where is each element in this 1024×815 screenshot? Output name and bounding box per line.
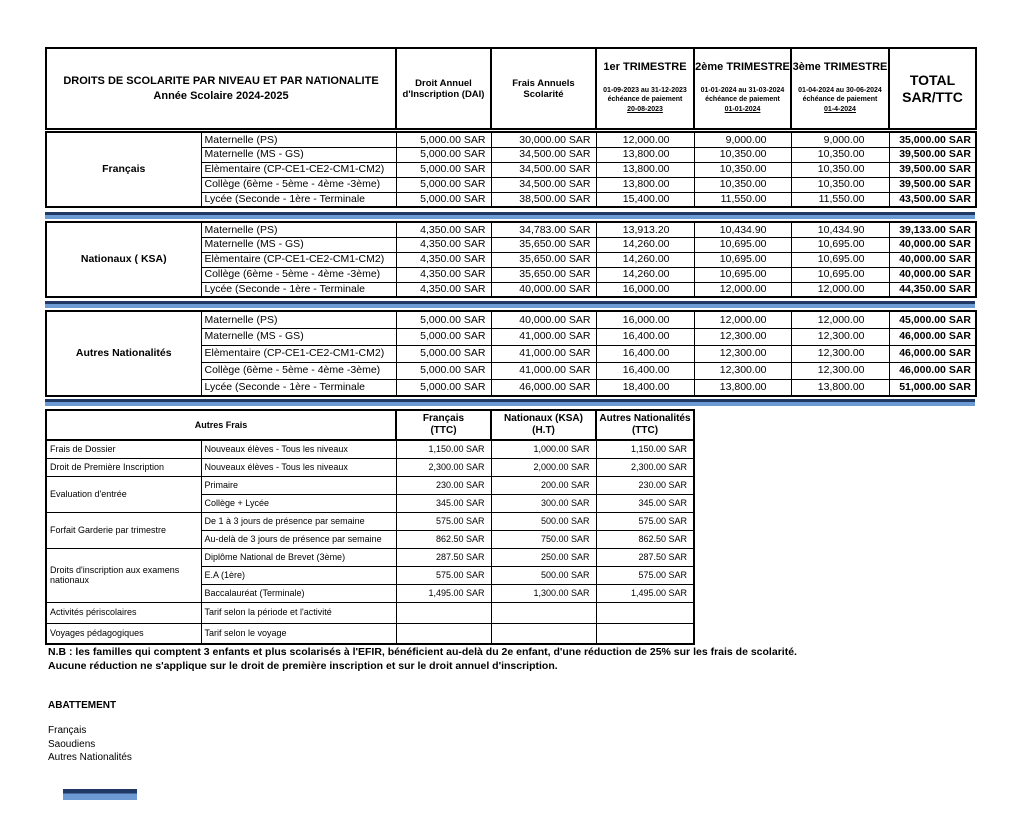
t3-cell: 12,300.00 bbox=[791, 345, 889, 362]
annual-cell: 46,000.00 SAR bbox=[491, 379, 596, 396]
total-cell: 44,350.00 SAR bbox=[889, 282, 976, 297]
fees-col-header-nationaux bbox=[491, 410, 596, 440]
level-cell: Elèmentaire (CP-CE1-CE2-CM1-CM2) bbox=[201, 162, 396, 177]
abattement-item: Autres Nationalités bbox=[48, 752, 132, 763]
annual-cell: 30,000.00 SAR bbox=[491, 132, 596, 147]
t2-cell: 12,000.00 bbox=[694, 311, 791, 328]
col-header-trimester-1 bbox=[596, 48, 694, 129]
page-subtitle: Année Scolaire 2024-2025 bbox=[153, 90, 289, 102]
other-fees-table bbox=[45, 409, 695, 645]
t2-cell: 10,350.00 bbox=[694, 162, 791, 177]
t1-cell: 16,000.00 bbox=[596, 311, 694, 328]
total-cell: 43,500.00 SAR bbox=[889, 192, 976, 207]
t2-cell: 12,300.00 bbox=[694, 362, 791, 379]
trimester-echeance-label: échéance de paiement bbox=[705, 96, 780, 103]
t1-cell: 14,260.00 bbox=[596, 237, 694, 252]
table-row bbox=[46, 440, 694, 458]
fees-col-sublabel: (TTC) bbox=[631, 425, 659, 436]
dai-cell: 5,000.00 SAR bbox=[396, 345, 491, 362]
fee-autres-cell: 230.00 SAR bbox=[596, 476, 694, 494]
fee-autres-cell: 1,495.00 SAR bbox=[596, 584, 694, 602]
fee-label-cell: Frais de Dossier bbox=[46, 440, 201, 458]
annual-cell: 34,500.00 SAR bbox=[491, 147, 596, 162]
annual-cell: 35,650.00 SAR bbox=[491, 237, 596, 252]
t1-cell: 13,800.00 bbox=[596, 147, 694, 162]
nb-note-line2: Aucune réduction ne s'applique sur le droit de première inscription et sur le droit annuel d'inscription. bbox=[48, 660, 558, 672]
t1-cell: 18,400.00 bbox=[596, 379, 694, 396]
annual-cell: 34,783.00 SAR bbox=[491, 222, 596, 237]
total-label-line1: TOTAL bbox=[909, 71, 956, 88]
trimester-echeance-label: échéance de paiement bbox=[607, 96, 683, 103]
tuition-group-autres-nationalites bbox=[45, 310, 977, 397]
level-cell: Lycée (Seconde - 1ère - Terminale bbox=[201, 192, 396, 207]
total-cell: 40,000.00 SAR bbox=[889, 237, 976, 252]
total-cell: 46,000.00 SAR bbox=[889, 362, 976, 379]
t3-cell: 10,434.90 bbox=[791, 222, 889, 237]
total-label-line2: SAR/TTC bbox=[902, 88, 963, 105]
t1-cell: 16,400.00 bbox=[596, 345, 694, 362]
fee-autres-cell: 575.00 SAR bbox=[596, 512, 694, 530]
fee-desc-cell: Baccalauréat (Terminale) bbox=[201, 584, 396, 602]
dai-cell: 5,000.00 SAR bbox=[396, 328, 491, 345]
fee-label-cell: Evaluation d'entrée bbox=[46, 476, 201, 512]
t2-cell: 13,800.00 bbox=[694, 379, 791, 396]
t3-cell: 10,695.00 bbox=[791, 267, 889, 282]
nb-note bbox=[48, 645, 978, 673]
t2-cell: 9,000.00 bbox=[694, 132, 791, 147]
group-name-cell: Autres Nationalités bbox=[46, 311, 201, 396]
t3-cell: 12,000.00 bbox=[791, 311, 889, 328]
group-separator-bar bbox=[45, 212, 975, 219]
fee-ksa-cell: 750.00 SAR bbox=[491, 530, 596, 548]
tuition-group-nationaux-ksa bbox=[45, 221, 977, 298]
fee-ksa-cell: 200.00 SAR bbox=[491, 476, 596, 494]
total-cell: 39,500.00 SAR bbox=[889, 177, 976, 192]
fee-autres-cell: 2,300.00 SAR bbox=[596, 458, 694, 476]
level-cell: Maternelle (MS - GS) bbox=[201, 328, 396, 345]
dai-cell: 5,000.00 SAR bbox=[396, 147, 491, 162]
fee-autres-cell: 862.50 SAR bbox=[596, 530, 694, 548]
total-cell: 40,000.00 SAR bbox=[889, 267, 976, 282]
dai-cell: 5,000.00 SAR bbox=[396, 192, 491, 207]
table-row bbox=[46, 311, 976, 328]
fees-col-header-francais bbox=[396, 410, 491, 440]
fee-fr-cell: 862.50 SAR bbox=[396, 530, 491, 548]
level-cell: Maternelle (PS) bbox=[201, 222, 396, 237]
trimester-due-date: 20-08-2023 bbox=[627, 106, 663, 113]
table-row bbox=[46, 602, 694, 623]
t1-cell: 14,260.00 bbox=[596, 252, 694, 267]
fee-ksa-cell: 500.00 SAR bbox=[491, 566, 596, 584]
dai-cell: 4,350.00 SAR bbox=[396, 282, 491, 297]
fee-fr-cell bbox=[396, 602, 491, 623]
total-cell: 35,000.00 SAR bbox=[889, 132, 976, 147]
t2-cell: 10,434.90 bbox=[694, 222, 791, 237]
total-cell: 39,500.00 SAR bbox=[889, 162, 976, 177]
fees-title-cell: Autres Frais bbox=[46, 410, 396, 440]
abattement-item: Français bbox=[48, 725, 87, 736]
fees-col-label: Nationaux (KSA) bbox=[504, 413, 583, 424]
t2-cell: 10,350.00 bbox=[694, 177, 791, 192]
fee-ksa-cell: 1,000.00 SAR bbox=[491, 440, 596, 458]
t2-cell: 12,300.00 bbox=[694, 345, 791, 362]
abattement-title: ABATTEMENT bbox=[48, 700, 117, 711]
t3-cell: 10,350.00 bbox=[791, 147, 889, 162]
level-cell: Maternelle (MS - GS) bbox=[201, 237, 396, 252]
annual-cell: 40,000.00 SAR bbox=[491, 311, 596, 328]
fee-desc-cell: Collège + Lycée bbox=[201, 494, 396, 512]
t3-cell: 13,800.00 bbox=[791, 379, 889, 396]
fee-fr-cell: 575.00 SAR bbox=[396, 512, 491, 530]
abattement-item: Saoudiens bbox=[48, 738, 96, 750]
trimester-echeance-label: échéance de paiement bbox=[802, 96, 878, 103]
fee-desc-cell: Primaire bbox=[201, 476, 396, 494]
t3-cell: 10,695.00 bbox=[791, 237, 889, 252]
col-header-total bbox=[889, 48, 976, 129]
fee-fr-cell: 1,495.00 SAR bbox=[396, 584, 491, 602]
group-name-cell: Nationaux ( KSA) bbox=[46, 222, 201, 297]
fee-autres-cell: 345.00 SAR bbox=[596, 494, 694, 512]
fee-desc-cell: De 1 à 3 jours de présence par semaine bbox=[201, 512, 396, 530]
t1-cell: 13,800.00 bbox=[596, 177, 694, 192]
trimester-title: 3ème TRIMESTRE bbox=[792, 61, 888, 73]
annual-cell: 34,500.00 SAR bbox=[491, 177, 596, 192]
col-header-annual: Frais Annuels Scolarité bbox=[491, 48, 596, 129]
fee-fr-cell bbox=[396, 623, 491, 644]
dai-cell: 4,350.00 SAR bbox=[396, 222, 491, 237]
fee-desc-cell: Nouveaux élèves - Tous les niveaux bbox=[201, 440, 396, 458]
col-header-trimester-2 bbox=[694, 48, 791, 129]
t1-cell: 16,000.00 bbox=[596, 282, 694, 297]
trimester-period: 01-01-2024 au 31-03-2024 bbox=[700, 87, 785, 94]
group-separator-bar bbox=[45, 399, 975, 406]
annual-cell: 38,500.00 SAR bbox=[491, 192, 596, 207]
level-cell: Elèmentaire (CP-CE1-CE2-CM1-CM2) bbox=[201, 252, 396, 267]
fee-ksa-cell: 1,300.00 SAR bbox=[491, 584, 596, 602]
trimester-period: 01-09-2023 au 31-12-2023 bbox=[603, 87, 687, 94]
annual-cell: 34,500.00 SAR bbox=[491, 162, 596, 177]
dai-cell: 5,000.00 SAR bbox=[396, 162, 491, 177]
table-row bbox=[46, 476, 694, 494]
fee-autres-cell: 575.00 SAR bbox=[596, 566, 694, 584]
fee-ksa-cell bbox=[491, 602, 596, 623]
fee-label-cell: Droits d'inscription aux examens nationaux bbox=[46, 548, 201, 602]
fees-col-sublabel: (H.T) bbox=[532, 425, 555, 436]
dai-cell: 5,000.00 SAR bbox=[396, 132, 491, 147]
fee-desc-cell: E.A (1ère) bbox=[201, 566, 396, 584]
table-row bbox=[46, 410, 694, 440]
annual-cell: 41,000.00 SAR bbox=[491, 328, 596, 345]
fee-fr-cell: 230.00 SAR bbox=[396, 476, 491, 494]
table-row bbox=[46, 548, 694, 566]
level-cell: Elèmentaire (CP-CE1-CE2-CM1-CM2) bbox=[201, 345, 396, 362]
annual-cell: 41,000.00 SAR bbox=[491, 362, 596, 379]
dai-cell: 5,000.00 SAR bbox=[396, 311, 491, 328]
fee-label-cell: Droit de Première Inscription bbox=[46, 458, 201, 476]
t3-cell: 10,695.00 bbox=[791, 252, 889, 267]
dai-cell: 5,000.00 SAR bbox=[396, 362, 491, 379]
total-cell: 40,000.00 SAR bbox=[889, 252, 976, 267]
t3-cell: 10,350.00 bbox=[791, 162, 889, 177]
fee-autres-cell: 1,150.00 SAR bbox=[596, 440, 694, 458]
group-name-cell: Français bbox=[46, 132, 201, 207]
fee-desc-cell: Diplôme National de Brevet (3ème) bbox=[201, 548, 396, 566]
dai-cell: 4,350.00 SAR bbox=[396, 267, 491, 282]
dai-cell: 4,350.00 SAR bbox=[396, 237, 491, 252]
fees-col-label: Français bbox=[422, 413, 465, 424]
dai-cell: 4,350.00 SAR bbox=[396, 252, 491, 267]
t2-cell: 10,695.00 bbox=[694, 252, 791, 267]
t2-cell: 12,300.00 bbox=[694, 328, 791, 345]
fee-label-cell: Voyages pédagogiques bbox=[46, 623, 201, 644]
t2-cell: 12,000.00 bbox=[694, 282, 791, 297]
t3-cell: 9,000.00 bbox=[791, 132, 889, 147]
t1-cell: 16,400.00 bbox=[596, 328, 694, 345]
trimester-due-date: 01-4-2024 bbox=[824, 106, 856, 113]
t1-cell: 13,913.20 bbox=[596, 222, 694, 237]
trimester-period: 01-04-2024 au 30-06-2024 bbox=[798, 87, 882, 94]
fee-fr-cell: 345.00 SAR bbox=[396, 494, 491, 512]
t2-cell: 10,695.00 bbox=[694, 267, 791, 282]
fee-fr-cell: 287.50 SAR bbox=[396, 548, 491, 566]
total-cell: 39,500.00 SAR bbox=[889, 147, 976, 162]
fee-autres-cell bbox=[596, 623, 694, 644]
fees-col-header-autres bbox=[596, 410, 694, 440]
level-cell: Maternelle (PS) bbox=[201, 132, 396, 147]
dai-cell: 5,000.00 SAR bbox=[396, 379, 491, 396]
abattement-list bbox=[48, 724, 132, 765]
t3-cell: 12,300.00 bbox=[791, 328, 889, 345]
fee-fr-cell: 2,300.00 SAR bbox=[396, 458, 491, 476]
fee-ksa-cell: 2,000.00 SAR bbox=[491, 458, 596, 476]
total-cell: 51,000.00 SAR bbox=[889, 379, 976, 396]
tuition-header-table bbox=[45, 47, 977, 130]
title-cell bbox=[46, 48, 396, 129]
fee-autres-cell: 287.50 SAR bbox=[596, 548, 694, 566]
level-cell: Maternelle (MS - GS) bbox=[201, 147, 396, 162]
total-cell: 39,133.00 SAR bbox=[889, 222, 976, 237]
fee-ksa-cell: 300.00 SAR bbox=[491, 494, 596, 512]
level-cell: Lycée (Seconde - 1ère - Terminale bbox=[201, 282, 396, 297]
col-header-trimester-3 bbox=[791, 48, 889, 129]
level-cell: Maternelle (PS) bbox=[201, 311, 396, 328]
group-separator-bar bbox=[45, 301, 975, 308]
col-header-dai: Droit Annuel d'Inscription (DAI) bbox=[396, 48, 491, 129]
fee-ksa-cell bbox=[491, 623, 596, 644]
annual-cell: 40,000.00 SAR bbox=[491, 282, 596, 297]
trimester-title: 1er TRIMESTRE bbox=[603, 61, 687, 73]
fee-fr-cell: 1,150.00 SAR bbox=[396, 440, 491, 458]
abattement-color-bar bbox=[63, 789, 137, 800]
t1-cell: 14,260.00 bbox=[596, 267, 694, 282]
total-cell: 45,000.00 SAR bbox=[889, 311, 976, 328]
t1-cell: 12,000.00 bbox=[596, 132, 694, 147]
level-cell: Lycée (Seconde - 1ère - Terminale bbox=[201, 379, 396, 396]
t2-cell: 10,695.00 bbox=[694, 237, 791, 252]
fee-ksa-cell: 500.00 SAR bbox=[491, 512, 596, 530]
fee-desc-cell: Nouveaux élèves - Tous les niveaux bbox=[201, 458, 396, 476]
level-cell: Collège (6ème - 5ème - 4ème -3ème) bbox=[201, 267, 396, 282]
table-row bbox=[46, 623, 694, 644]
table-row bbox=[46, 512, 694, 530]
t1-cell: 13,800.00 bbox=[596, 162, 694, 177]
dai-cell: 5,000.00 SAR bbox=[396, 177, 491, 192]
total-cell: 46,000.00 SAR bbox=[889, 345, 976, 362]
t1-cell: 15,400.00 bbox=[596, 192, 694, 207]
fee-desc-cell: Tarif selon le voyage bbox=[201, 623, 396, 644]
tuition-group-francais bbox=[45, 131, 977, 208]
page-title: DROITS DE SCOLARITE PAR NIVEAU ET PAR NATIONALITE bbox=[63, 75, 379, 87]
level-cell: Collège (6ème - 5ème - 4ème -3ème) bbox=[201, 362, 396, 379]
level-cell: Collège (6ème - 5ème - 4ème -3ème) bbox=[201, 177, 396, 192]
nb-note-line1: N.B : les familles qui comptent 3 enfants et plus scolarisés à l'EFIR, bénéficient au-delà du 2e enfant, d'une réduction de 25% sur les frais de scolarité. bbox=[48, 646, 797, 658]
fee-label-cell: Forfait Garderie par trimestre bbox=[46, 512, 201, 548]
t2-cell: 11,550.00 bbox=[694, 192, 791, 207]
trimester-due-date: 01-01-2024 bbox=[724, 106, 761, 113]
t3-cell: 12,300.00 bbox=[791, 362, 889, 379]
fee-fr-cell: 575.00 SAR bbox=[396, 566, 491, 584]
fee-desc-cell: Tarif selon la période et l'activité bbox=[201, 602, 396, 623]
trimester-title: 2ème TRIMESTRE bbox=[695, 61, 790, 73]
t3-cell: 10,350.00 bbox=[791, 177, 889, 192]
annual-cell: 41,000.00 SAR bbox=[491, 345, 596, 362]
t3-cell: 12,000.00 bbox=[791, 282, 889, 297]
t1-cell: 16,400.00 bbox=[596, 362, 694, 379]
fee-ksa-cell: 250.00 SAR bbox=[491, 548, 596, 566]
table-row bbox=[46, 222, 976, 237]
fee-desc-cell: Au-delà de 3 jours de présence par semaine bbox=[201, 530, 396, 548]
total-cell: 46,000.00 SAR bbox=[889, 328, 976, 345]
table-row bbox=[46, 132, 976, 147]
table-row bbox=[46, 458, 694, 476]
fee-autres-cell bbox=[596, 602, 694, 623]
fee-label-cell: Activités périscolaires bbox=[46, 602, 201, 623]
annual-cell: 35,650.00 SAR bbox=[491, 252, 596, 267]
t3-cell: 11,550.00 bbox=[791, 192, 889, 207]
t2-cell: 10,350.00 bbox=[694, 147, 791, 162]
annual-cell: 35,650.00 SAR bbox=[491, 267, 596, 282]
fees-col-label: Autres Nationalités bbox=[599, 413, 691, 424]
fees-col-sublabel: (TTC) bbox=[430, 425, 457, 436]
